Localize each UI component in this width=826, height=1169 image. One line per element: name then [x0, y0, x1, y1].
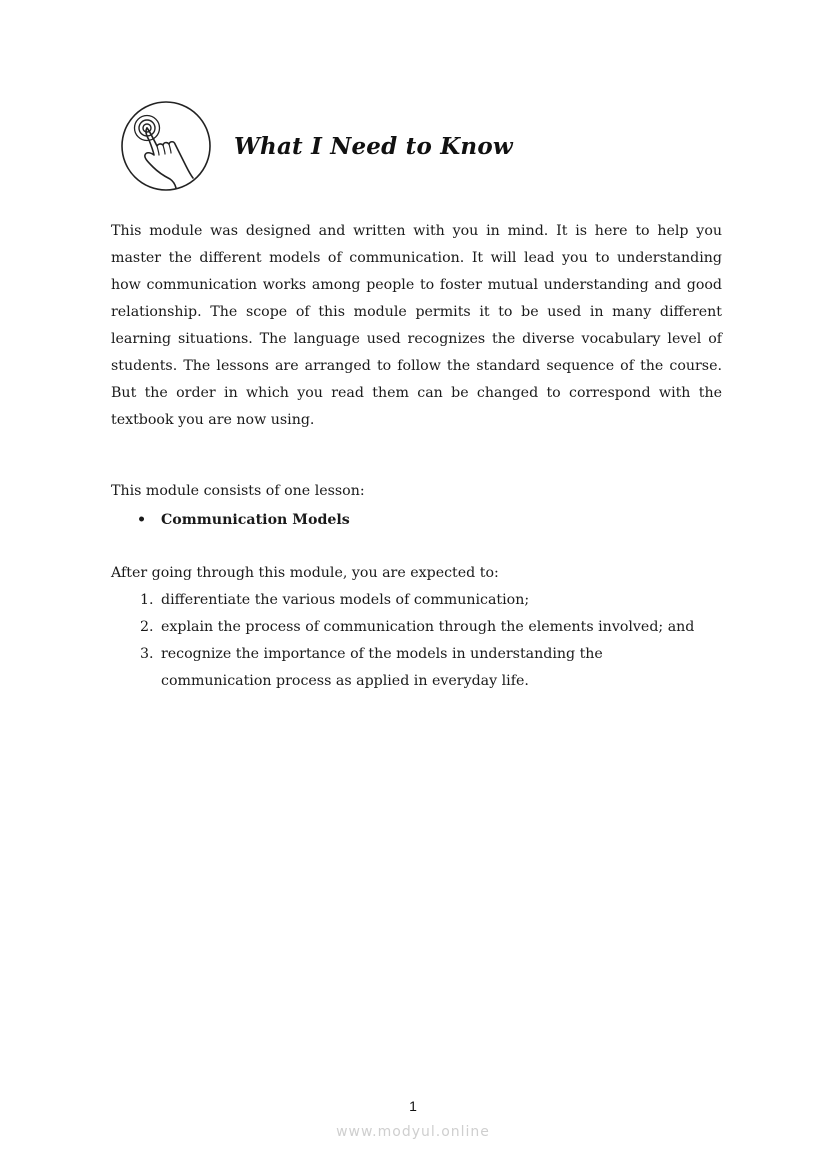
objectives-lead: After going through this module, you are expected to:	[111, 565, 499, 581]
intro-paragraph: This module was designed and written with you in mind. It is here to help you master the different models of communication. It will lead you to understanding how communication works among people to foster mutual understanding and good relationship. The scope of this module permits it to be used in many different learning situations. The language used recognizes the diverse vocabulary level of students. The lessons are arranged to follow the standard sequence of the course. But the order in which you read them can be changed to correspond with the textbook you are now using.	[111, 223, 722, 428]
touch-hand-icon	[120, 100, 212, 192]
lesson-title: Communication Models	[161, 512, 350, 528]
section-header	[120, 100, 513, 192]
item-number: 2.	[140, 619, 154, 635]
objective-text: explain the process of communication through the elements involved; and	[161, 619, 695, 635]
list-item	[111, 641, 631, 695]
bullet-icon: •	[137, 512, 147, 528]
watermark: www.modyul.online	[336, 1124, 490, 1140]
list-item	[111, 507, 350, 534]
lessons-lead: This module consists of one lesson:	[111, 483, 365, 499]
objectives-list	[111, 587, 731, 695]
item-number: 1.	[140, 592, 154, 608]
item-number: 3.	[140, 646, 154, 662]
list-item	[111, 587, 731, 614]
objective-text: recognize the importance of the models in understanding the communication process as applied in everyday life.	[161, 646, 603, 689]
section-title: What I Need to Know	[234, 132, 513, 160]
list-item	[111, 614, 731, 641]
lesson-list	[111, 507, 350, 534]
page-number: 1	[409, 1098, 417, 1114]
objective-text: differentiate the various models of communication;	[161, 592, 530, 608]
